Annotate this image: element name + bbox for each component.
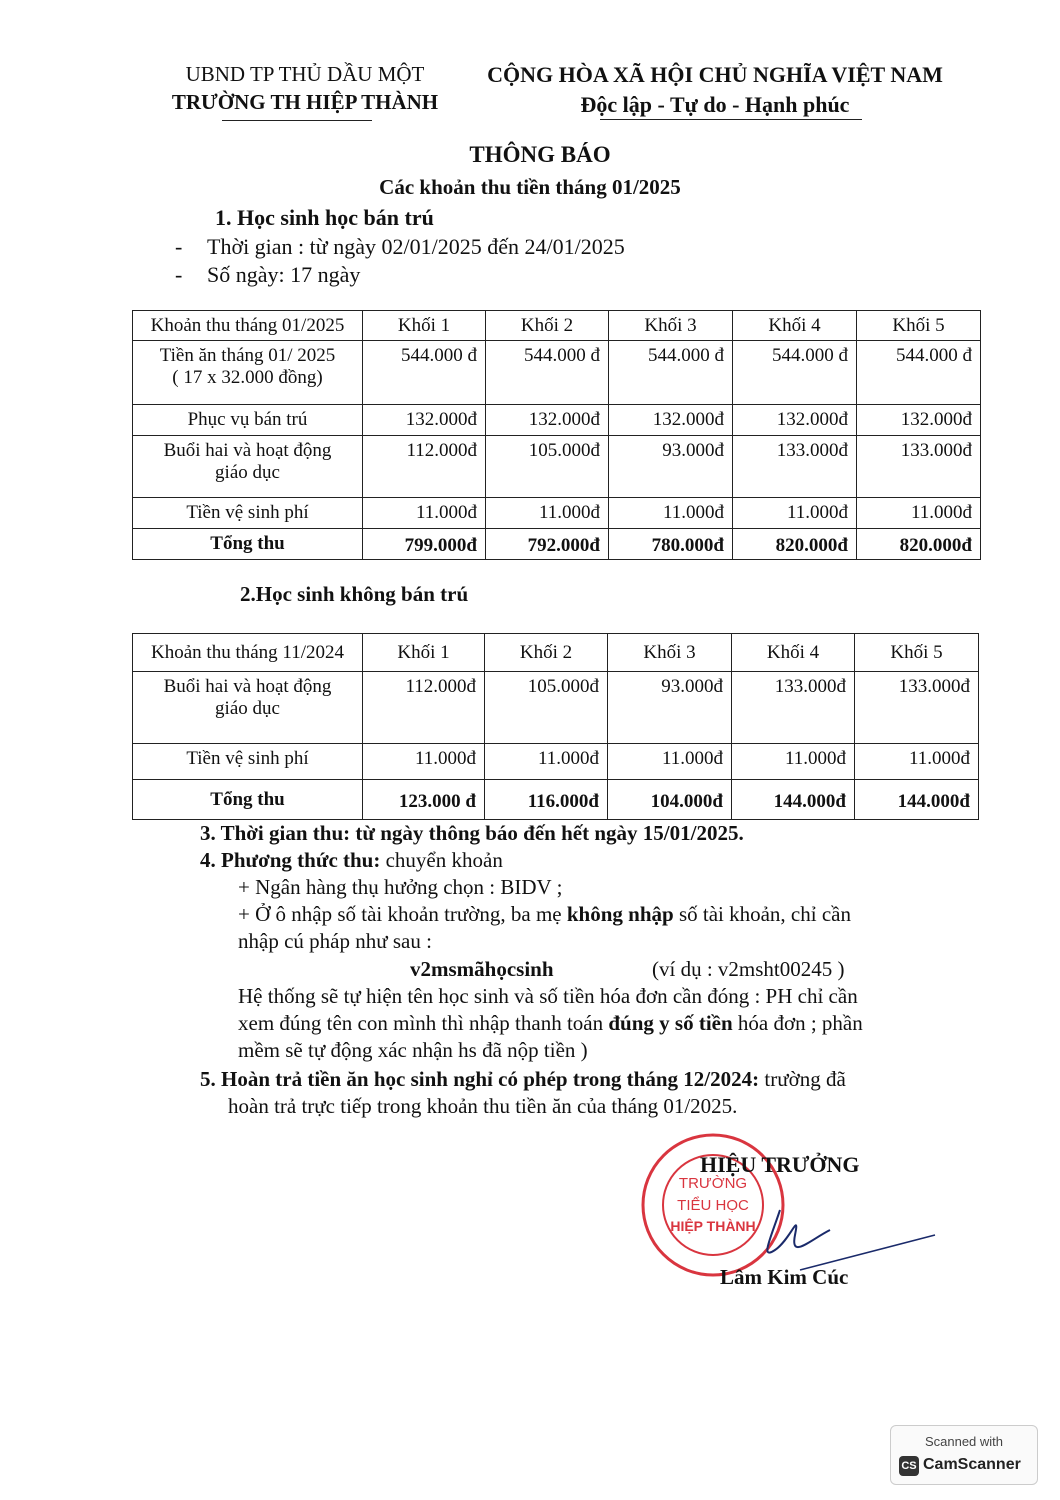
table-row <box>133 436 981 498</box>
table-cell: 11.000đ <box>857 498 981 529</box>
table-cell: 133.000đ <box>733 436 857 498</box>
table-cell: 544.000 đ <box>486 341 609 405</box>
seal-text: HIỆP THÀNH <box>670 1218 756 1234</box>
watermark-caption: Scanned with <box>924 1434 1004 1449</box>
dash-bullet: - <box>175 262 183 287</box>
section1-days-text: Số ngày: 17 ngày <box>207 262 361 287</box>
total-row <box>133 780 979 820</box>
table-header-cell: Khoản thu tháng 11/2024 <box>133 634 363 672</box>
table-cell: 11.000đ <box>855 744 979 780</box>
table-cell: 11.000đ <box>363 744 485 780</box>
table-header-cell: Khối 5 <box>857 311 981 341</box>
total-cell: 144.000đ <box>855 780 979 820</box>
table-cell: 133.000đ <box>732 672 855 744</box>
table-cell: 11.000đ <box>732 744 855 780</box>
item-refund: 5. Hoàn trả tiền ăn học sinh nghỉ có phép trong tháng 12/2024: trường đã <box>200 1067 846 1091</box>
table-header-cell: Khối 2 <box>485 634 608 672</box>
table-cell: 112.000đ <box>363 672 485 744</box>
table-row <box>133 744 979 780</box>
total-cell: 780.000đ <box>609 529 733 560</box>
issuer-block <box>140 60 470 116</box>
syntax-example: (ví dụ : v2msht00245 ) <box>652 957 845 981</box>
row-label: Tiền ăn tháng 01/ 2025 ( 17 x 32.000 đồng) <box>133 341 363 405</box>
row-label: Tổng thu <box>133 780 363 820</box>
total-cell: 799.000đ <box>363 529 486 560</box>
total-cell: 820.000đ <box>733 529 857 560</box>
table-row <box>133 341 981 405</box>
document-subtitle: Các khoản thu tiền tháng 01/2025 <box>379 175 681 199</box>
watermark-brand: CamScanner <box>923 1456 1021 1473</box>
motto-underline <box>600 119 862 120</box>
table-cell: 11.000đ <box>608 744 732 780</box>
table-cell: 93.000đ <box>608 672 732 744</box>
issuer-underline <box>222 120 372 121</box>
table-cell: 105.000đ <box>485 672 608 744</box>
table-cell: 544.000 đ <box>857 341 981 405</box>
issuer-authority: UBND TP THỦ DẦU MỘT <box>185 62 425 86</box>
system-note-line2: xem đúng tên con mình thì nhập thanh toán đúng y số tiền hóa đơn ; phần <box>238 1011 863 1035</box>
syntax-intro: nhập cú pháp như sau : <box>238 929 432 953</box>
item-collection-period: 3. Thời gian thu: từ ngày thông báo đến hết ngày 15/01/2025. <box>200 821 744 845</box>
table-header-cell: Khối 4 <box>733 311 857 341</box>
total-row <box>133 529 981 560</box>
national-header <box>470 60 960 120</box>
seal-text: TIỂU HỌC <box>677 1197 749 1214</box>
table-cell: 105.000đ <box>486 436 609 498</box>
table-cell: 132.000đ <box>857 405 981 436</box>
seal-text: TRƯỜNG <box>678 1175 748 1192</box>
row-label: Phục vụ bán trú <box>133 405 363 436</box>
account-instruction: + Ở ô nhập số tài khoản trường, ba mẹ không nhập số tài khoản, chỉ cần <box>238 902 851 926</box>
total-cell: 792.000đ <box>486 529 609 560</box>
total-cell: 123.000 đ <box>363 780 485 820</box>
table-cell: 11.000đ <box>609 498 733 529</box>
total-cell: 820.000đ <box>857 529 981 560</box>
signatory-name: Lâm Kim Cúc <box>720 1265 849 1289</box>
table-cell: 132.000đ <box>609 405 733 436</box>
table-header-cell: Khối 3 <box>608 634 732 672</box>
table-cell: 11.000đ <box>363 498 486 529</box>
table-header-cell: Khối 4 <box>732 634 855 672</box>
row-label: Buổi hai và hoạt động giáo dục <box>133 672 363 744</box>
bank-instruction: + Ngân hàng thụ hưởng chọn : BIDV ; <box>238 875 563 899</box>
table-cell: 132.000đ <box>363 405 486 436</box>
dash-bullet: - <box>175 234 183 259</box>
document-title: THÔNG BÁO <box>469 142 611 167</box>
signatory-title: HIỆU TRƯỞNG <box>700 1152 860 1177</box>
payment-syntax: v2msmãhọcsinh <box>410 957 554 981</box>
table-cell: 112.000đ <box>363 436 486 498</box>
section1-time <box>175 234 625 260</box>
national-motto: Độc lập - Tự do - Hạnh phúc <box>580 92 850 117</box>
table-cell: 11.000đ <box>485 744 608 780</box>
item-refund-line2: hoàn trả trực tiếp trong khoản thu tiền ăn của tháng 01/2025. <box>228 1094 738 1118</box>
table-cell: 132.000đ <box>733 405 857 436</box>
table-cell: 93.000đ <box>609 436 733 498</box>
system-note-line3: mềm sẽ tự động xác nhận hs đã nộp tiền ) <box>238 1038 588 1062</box>
section1-days <box>175 262 360 288</box>
table-header-cell: Khối 2 <box>486 311 609 341</box>
section2-heading: 2.Học sinh không bán trú <box>240 582 469 606</box>
fee-table-boarding <box>132 310 981 560</box>
table-header-cell: Khoản thu tháng 01/2025 <box>133 311 363 341</box>
table-header-row <box>133 311 981 341</box>
total-cell: 116.000đ <box>485 780 608 820</box>
row-label: Tiền vệ sinh phí <box>133 744 363 780</box>
table-row <box>133 405 981 436</box>
section1-time-text: Thời gian : từ ngày 02/01/2025 đến 24/01/2025 <box>207 234 625 259</box>
table-cell: 11.000đ <box>733 498 857 529</box>
total-cell: 144.000đ <box>732 780 855 820</box>
row-label: Tổng thu <box>133 529 363 560</box>
item-payment-method: 4. Phương thức thu: chuyển khoản <box>200 848 503 872</box>
camscanner-logo-icon: CS <box>899 1456 919 1476</box>
table-cell: 544.000 đ <box>609 341 733 405</box>
table-cell: 132.000đ <box>486 405 609 436</box>
table-cell: 544.000 đ <box>733 341 857 405</box>
table-header-cell: Khối 3 <box>609 311 733 341</box>
table-cell: 133.000đ <box>855 672 979 744</box>
system-note-line1: Hệ thống sẽ tự hiện tên học sinh và số tiền hóa đơn cần đóng : PH chỉ cần <box>238 984 858 1008</box>
fee-table-non-boarding <box>132 633 979 820</box>
table-row <box>133 672 979 744</box>
row-label: Buổi hai và hoạt động giáo dục <box>133 436 363 498</box>
camscanner-watermark <box>890 1425 1038 1485</box>
table-header-row <box>133 634 979 672</box>
total-cell: 104.000đ <box>608 780 732 820</box>
table-cell: 11.000đ <box>486 498 609 529</box>
table-header-cell: Khối 1 <box>363 311 486 341</box>
issuer-school: TRƯỜNG TH HIỆP THÀNH <box>171 90 439 114</box>
table-header-cell: Khối 5 <box>855 634 979 672</box>
national-name: CỘNG HÒA XÃ HỘI CHỦ NGHĨA VIỆT NAM <box>487 62 943 87</box>
section1-heading: 1. Học sinh học bán trú <box>215 205 434 230</box>
row-label: Tiền vệ sinh phí <box>133 498 363 529</box>
table-header-cell: Khối 1 <box>363 634 485 672</box>
table-cell: 133.000đ <box>857 436 981 498</box>
table-cell: 544.000 đ <box>363 341 486 405</box>
table-row <box>133 498 981 529</box>
